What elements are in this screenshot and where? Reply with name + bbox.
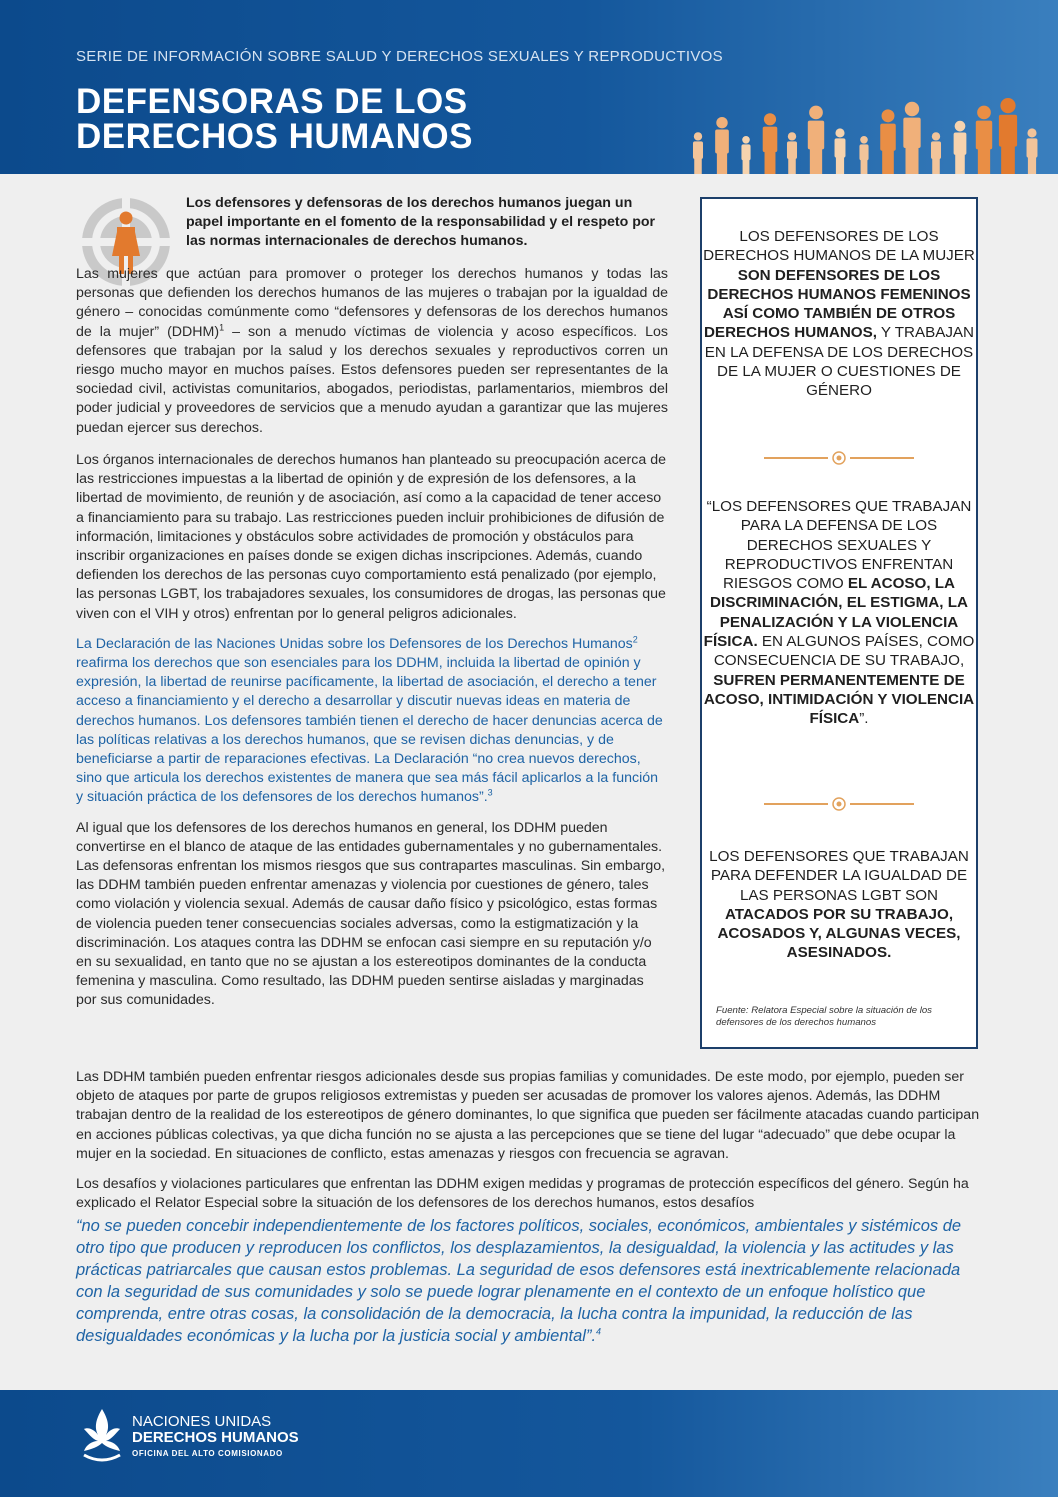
org-line-3: OFICINA DEL ALTO COMISIONADO xyxy=(132,1449,283,1458)
full-width-text xyxy=(76,1068,986,1213)
sb2-text-a: “LOS DEFENSORES QUE TRABAJAN PARA LA DEFENSA DE LOS DERECHOS SEXUALES Y REPRODUCTIVOS ENFRENTAN RIESGOS COMO xyxy=(706,498,972,593)
footnote-ref: 2 xyxy=(632,634,638,645)
sb1-text-a: LOS DEFENSORES DE LOS DERECHOS HUMANOS DE LA MUJER xyxy=(703,228,975,265)
quote-text: “no se pueden concebir independientemente de los factores políticos, sociales, económicos, ambientales y sistémicos de otro tipo que producen y reproducen los conflictos, los desplazamientos, la desigualdad, la violencia y las actitudes y las prácticas patriarcales que causan estos problemas. La seguridad de esos defensores está inextricablemente relacionada con la seguridad de sus comunidades y solo se puede lograr plenamente en el contexto de un enfoque holístico que comprenda, entre otras cosas, la consolidación de la democracia, la lucha contra la impunidad, la reducción de las desigualdades económicas y la lucha por la justicia social y ambiental”. xyxy=(76,1217,962,1345)
sidebar-source: Fuente: Relatora Especial sobre la situación de los defensores de los derechos humanos xyxy=(716,1005,932,1028)
divider-ornament-icon xyxy=(764,797,914,811)
sidebar-statement-3 xyxy=(702,847,976,963)
body-paragraph-5: Las DDHM también pueden enfrentar riesgos adicionales desde sus propias familias y comunidades. De este modo, por ejemplo, pueden ser objeto de ataques por parte de grupos religiosos extremistas y pueden ser acusadas de promover los valores ajenos. Además, las DDHM trabajan dentro de la realidad de los estereotipos de género dominantes, lo que significa que pueden ser fácilmente atacadas cuando participan en acciones públicas colectivas, ya que dicha función no se ajusta a las percepciones que se tiene del lugar “adecuado” que debe ocupar la mujer en la sociedad. En situaciones de conflicto, estas amenazas y riesgos con frecuencia se agravan. xyxy=(76,1069,980,1162)
people-silhouettes-icon xyxy=(688,96,1058,174)
sb1-text-c: Y TRABAJAN EN LA DEFENSA DE LOS DERECHOS DE LA MUJER O CUESTIONES DE GÉNERO xyxy=(704,324,975,400)
body-paragraph-2: Los órganos internacionales de derechos humanos han planteado su preocupación acerca de las restricciones impuestas a la libertad de opinión y de expresión de los defensores, a la libertad de movimiento, de reunión y de asociación, así como a la capacidad de tener acceso a financiamiento para su trabajo. Las restricciones pueden incluir prohibiciones de difusión de información, limitaciones y obstáculos sobre actividades de promoción y obstáculos para inscribir organizaciones en países donde se exigen dichas inscripciones. Además, cuando defienden los derechos de las personas cuyo comportamiento está penalizado (por ejemplo, las personas LGBT, los trabajadores sexuales, los consumidores de drogas, las personas que viven con el VIH y otros) enfrentan por lo general peligros adicionales. xyxy=(76,452,666,622)
sb2-text-d: SUFREN PERMANENTEMENTE DE ACOSO, INTIMIDACIÓN Y VIOLENCIA FÍSICA xyxy=(703,671,975,728)
body-paragraph-6: Los desafíos y violaciones particulares que enfrentan las DDHM exigen medidas y programas de protección específicos del género. Según ha explicado el Relator Especial sobre la situación de los defensores de los derechos humanos, estos desafíos xyxy=(76,1176,969,1212)
header-banner xyxy=(0,0,1058,174)
title-line-1: DEFENSORAS DE LOS xyxy=(76,82,468,121)
series-label: SERIE DE INFORMACIÓN SOBRE SALUD Y DERECHOS SEXUALES Y REPRODUCTIVOS xyxy=(76,48,723,65)
special-rapporteur-quote xyxy=(76,1215,986,1347)
org-line-1: NACIONES UNIDAS xyxy=(132,1413,272,1430)
title-line-2: DERECHOS HUMANOS xyxy=(76,117,473,156)
sb3-text-a: LOS DEFENSORES QUE TRABAJAN PARA DEFENDER LA IGUALDAD DE LAS PERSONAS LGBT SON xyxy=(709,848,969,904)
declaration-paragraph xyxy=(76,635,668,808)
footnote-ref: 3 xyxy=(487,787,493,798)
body-paragraph-4: Al igual que los defensores de los derechos humanos en general, los DDHM pueden convertirse en el blanco de ataque de las entidades gubernamentales y no gubernamentales. Las defensoras enfrentan los mismos riesgos que sus contrapartes masculinas. Sin embargo, las DDHM también pueden enfrentar amenazas y violencia por cuestiones de género, tales como violación y violencia sexual. Además de causar daño físico y psicológico, estas formas de violencia pueden tener consecuencias sociales adversas, como la estigmatización y la discriminación. Los ataques contra las DDHM se enfocan casi siempre en su reputación y/o en su sexualidad, en tanto que no se ajustan a los estereotipos dominantes de la conducta femenina y masculina. Como resultado, las DDHM pueden sentirse aisladas y marginadas por sus comunidades. xyxy=(76,819,666,1009)
main-column xyxy=(76,451,668,1022)
declaration-text-a: La Declaración de las Naciones Unidas sobre los Defensores de los Derechos Humanos xyxy=(76,635,633,652)
declaration-text-b: reafirma los derechos que son esenciales para los DDHM, incluida la libertad de opinión y expresión, la libertad de reunirse pacíficamente, la libertad de asociación, el derecho a tener acceso a financiamiento y el derecho a desarrollar y discutir nuevas ideas en materia de derechos humanos. Los defensores también tienen el derecho de hacer denuncias acerca de las políticas relativas a los derechos humanos, que se revisen dichas denuncias, y de beneficiarse a partir de reparaciones efectivas. La Declaración “no crea nuevos derechos, sino que articula los derechos existentes de manera que sea más fácil aplicarlos a la función y situación práctica de los defensores de los derechos humanos”. xyxy=(76,655,663,806)
page-title xyxy=(76,84,473,154)
sidebar-box xyxy=(700,197,978,1049)
divider-ornament-icon xyxy=(764,451,914,465)
sidebar-statement-1 xyxy=(702,227,976,401)
lead-paragraph: Los defensores y defensoras de los derechos humanos juegan un papel importante en el fomento de la responsabilidad y el respeto por las normas internacionales de derechos humanos. xyxy=(186,195,656,249)
org-line-2: DERECHOS HUMANOS xyxy=(132,1429,299,1446)
sidebar-statement-2 xyxy=(702,497,976,729)
intro-text-a: Las mujeres que actúan para promover o proteger los derechos humanos y todas las personas que defienden los derechos humanos de las mujeres o trabajan por la igualdad de género – conocidas comúnmente como “defensores y defensoras de los derechos humanos de la mujer” (DDHM) xyxy=(76,266,668,340)
intro-paragraph xyxy=(76,265,668,438)
intro-text-b: – son a menudo víctimas de violencia y acoso específicos. Los defensores que trabajan por la salud y los derechos sexuales y reproductivos corren un riesgo mucho mayor en muchos países. Estos defensores pueden ser representantes de la sociedad civil, activistas comunitarios, abogados, periodistas, parlamentarios, miembros del poder judicial y proveedores de servicios que a menudo ayudan a garantizar que las mujeres puedan ejercer sus derechos. xyxy=(76,323,668,436)
un-organization-name xyxy=(132,1414,299,1462)
footnote-ref: 1 xyxy=(219,321,225,332)
footnote-ref: 4 xyxy=(596,1326,602,1337)
un-emblem-icon xyxy=(78,1405,126,1465)
sb1-text-b: SON DEFENSORES DE LOS DERECHOS HUMANOS FEMENINOS ASÍ COMO TAMBIÉN DE OTROS DERECHOS HUMANOS, xyxy=(703,266,971,342)
sb2-text-b: EL ACOSO, LA DISCRIMINACIÓN, EL ESTIGMA, LA PENALIZACIÓN Y LA VIOLENCIA FÍSICA. xyxy=(703,575,968,651)
sb2-text-e: ”. xyxy=(859,710,869,728)
sb3-text-b: ATACADOS POR SU TRABAJO, ACOSADOS Y, ALGUNAS VECES, ASESINADOS. xyxy=(717,905,961,962)
sb2-text-c: EN ALGUNOS PAÍSES, COMO CONSECUENCIA DE SU TRABAJO, xyxy=(713,633,975,670)
